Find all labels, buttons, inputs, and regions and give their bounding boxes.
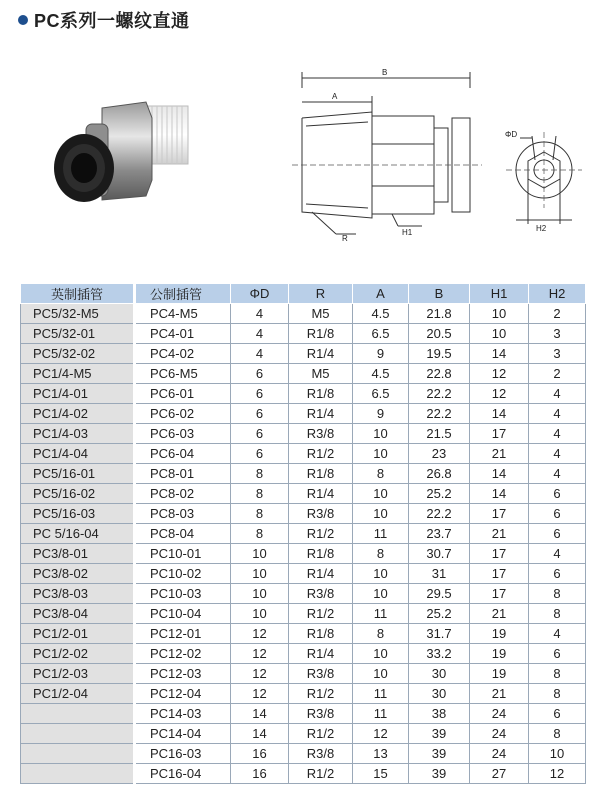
label-r: R bbox=[342, 234, 348, 243]
page-title: PC系列一螺纹直通 bbox=[34, 11, 190, 31]
table-row bbox=[21, 524, 586, 544]
cell-metric: PC16-04 bbox=[135, 764, 231, 784]
cell-imperial: PC5/32-M5 bbox=[21, 304, 135, 324]
cell-h1: 14 bbox=[470, 464, 529, 484]
cell-r: M5 bbox=[289, 304, 353, 324]
cell-a: 10 bbox=[353, 644, 409, 664]
cell-h2: 3 bbox=[529, 344, 586, 364]
cell-h2: 4 bbox=[529, 464, 586, 484]
cell-h1: 19 bbox=[470, 664, 529, 684]
cell-a: 10 bbox=[353, 584, 409, 604]
cell-imperial: PC5/32-02 bbox=[21, 344, 135, 364]
cell-imperial bbox=[21, 704, 135, 724]
cell-h1: 19 bbox=[470, 624, 529, 644]
cell-imperial: PC1/4-01 bbox=[21, 384, 135, 404]
cell-a: 8 bbox=[353, 544, 409, 564]
cell-metric: PC12-01 bbox=[135, 624, 231, 644]
cell-h2: 10 bbox=[529, 744, 586, 764]
cell-imperial: PC1/4-04 bbox=[21, 444, 135, 464]
col-header-metric: 公制插管 bbox=[135, 284, 231, 304]
label-d: ΦD bbox=[505, 130, 518, 139]
table-row bbox=[21, 324, 586, 344]
cell-d: 14 bbox=[231, 704, 289, 724]
cell-a: 10 bbox=[353, 504, 409, 524]
cell-metric: PC8-01 bbox=[135, 464, 231, 484]
table-row bbox=[21, 404, 586, 424]
cell-imperial: PC5/32-01 bbox=[21, 324, 135, 344]
cell-b: 39 bbox=[409, 764, 470, 784]
cell-d: 12 bbox=[231, 664, 289, 684]
cell-b: 21.5 bbox=[409, 424, 470, 444]
table-row bbox=[21, 684, 586, 704]
cell-d: 12 bbox=[231, 644, 289, 664]
cell-r: R1/8 bbox=[289, 544, 353, 564]
cell-h2: 8 bbox=[529, 604, 586, 624]
cell-h2: 6 bbox=[529, 484, 586, 504]
cell-metric: PC10-01 bbox=[135, 544, 231, 564]
cell-h1: 24 bbox=[470, 704, 529, 724]
cell-a: 10 bbox=[353, 444, 409, 464]
table-row bbox=[21, 504, 586, 524]
cell-b: 25.2 bbox=[409, 484, 470, 504]
cell-metric: PC14-03 bbox=[135, 704, 231, 724]
cell-b: 31 bbox=[409, 564, 470, 584]
cell-h2: 8 bbox=[529, 684, 586, 704]
cell-metric: PC10-02 bbox=[135, 564, 231, 584]
table-row bbox=[21, 744, 586, 764]
cell-h1: 17 bbox=[470, 564, 529, 584]
cell-d: 6 bbox=[231, 404, 289, 424]
cell-h2: 8 bbox=[529, 664, 586, 684]
cell-metric: PC6-01 bbox=[135, 384, 231, 404]
cell-b: 21.8 bbox=[409, 304, 470, 324]
cell-h2: 8 bbox=[529, 724, 586, 744]
cell-h1: 10 bbox=[470, 304, 529, 324]
cell-b: 23.7 bbox=[409, 524, 470, 544]
cell-b: 23 bbox=[409, 444, 470, 464]
cell-r: R1/8 bbox=[289, 624, 353, 644]
cell-h1: 24 bbox=[470, 744, 529, 764]
cell-b: 26.8 bbox=[409, 464, 470, 484]
cell-b: 22.8 bbox=[409, 364, 470, 384]
cell-d: 6 bbox=[231, 364, 289, 384]
cell-h2: 2 bbox=[529, 364, 586, 384]
label-a: A bbox=[332, 92, 338, 101]
cell-metric: PC4-M5 bbox=[135, 304, 231, 324]
cell-h2: 8 bbox=[529, 584, 586, 604]
cell-metric: PC4-01 bbox=[135, 324, 231, 344]
bullet-dot-icon bbox=[18, 15, 28, 25]
cell-h1: 17 bbox=[470, 504, 529, 524]
cell-a: 8 bbox=[353, 464, 409, 484]
cell-a: 10 bbox=[353, 664, 409, 684]
cell-r: R1/8 bbox=[289, 324, 353, 344]
cell-h2: 4 bbox=[529, 544, 586, 564]
dimension-drawing bbox=[292, 66, 590, 246]
cell-metric: PC8-04 bbox=[135, 524, 231, 544]
cell-h2: 3 bbox=[529, 324, 586, 344]
cell-r: R3/8 bbox=[289, 504, 353, 524]
cell-b: 33.2 bbox=[409, 644, 470, 664]
cell-imperial: PC1/2-01 bbox=[21, 624, 135, 644]
cell-b: 39 bbox=[409, 724, 470, 744]
cell-imperial: PC 5/16-04 bbox=[21, 524, 135, 544]
cell-r: R1/2 bbox=[289, 764, 353, 784]
cell-d: 10 bbox=[231, 544, 289, 564]
cell-h2: 6 bbox=[529, 704, 586, 724]
cell-b: 29.5 bbox=[409, 584, 470, 604]
cell-d: 16 bbox=[231, 744, 289, 764]
cell-h2: 4 bbox=[529, 384, 586, 404]
cell-metric: PC8-03 bbox=[135, 504, 231, 524]
cell-d: 12 bbox=[231, 684, 289, 704]
cell-h1: 17 bbox=[470, 584, 529, 604]
cell-h1: 21 bbox=[470, 684, 529, 704]
cell-b: 30 bbox=[409, 684, 470, 704]
cell-h1: 19 bbox=[470, 644, 529, 664]
cell-metric: PC14-04 bbox=[135, 724, 231, 744]
cell-b: 39 bbox=[409, 744, 470, 764]
table-row bbox=[21, 304, 586, 324]
cell-h2: 4 bbox=[529, 444, 586, 464]
cell-imperial: PC1/2-04 bbox=[21, 684, 135, 704]
table-row bbox=[21, 564, 586, 584]
cell-r: R3/8 bbox=[289, 584, 353, 604]
cell-d: 6 bbox=[231, 444, 289, 464]
cell-metric: PC10-04 bbox=[135, 604, 231, 624]
product-photo bbox=[40, 88, 200, 216]
cell-a: 11 bbox=[353, 604, 409, 624]
cell-imperial: PC5/16-03 bbox=[21, 504, 135, 524]
cell-b: 30.7 bbox=[409, 544, 470, 564]
cell-metric: PC6-03 bbox=[135, 424, 231, 444]
cell-h2: 6 bbox=[529, 504, 586, 524]
table-row bbox=[21, 764, 586, 784]
cell-a: 4.5 bbox=[353, 304, 409, 324]
spec-table bbox=[20, 283, 586, 784]
cell-imperial: PC5/16-01 bbox=[21, 464, 135, 484]
cell-h2: 2 bbox=[529, 304, 586, 324]
cell-r: M5 bbox=[289, 364, 353, 384]
cell-a: 10 bbox=[353, 484, 409, 504]
cell-d: 8 bbox=[231, 484, 289, 504]
cell-d: 4 bbox=[231, 304, 289, 324]
cell-imperial: PC1/4-03 bbox=[21, 424, 135, 444]
col-header-d: ΦD bbox=[231, 284, 289, 304]
cell-h1: 21 bbox=[470, 444, 529, 464]
cell-a: 9 bbox=[353, 404, 409, 424]
cell-metric: PC16-03 bbox=[135, 744, 231, 764]
col-header-h2: H2 bbox=[529, 284, 586, 304]
table-row bbox=[21, 444, 586, 464]
cell-metric: PC10-03 bbox=[135, 584, 231, 604]
cell-b: 22.2 bbox=[409, 404, 470, 424]
table-row bbox=[21, 664, 586, 684]
cell-b: 22.2 bbox=[409, 384, 470, 404]
cell-metric: PC6-02 bbox=[135, 404, 231, 424]
cell-d: 10 bbox=[231, 584, 289, 604]
cell-b: 20.5 bbox=[409, 324, 470, 344]
cell-imperial: PC1/2-03 bbox=[21, 664, 135, 684]
cell-h2: 4 bbox=[529, 404, 586, 424]
cell-h2: 12 bbox=[529, 764, 586, 784]
cell-metric: PC4-02 bbox=[135, 344, 231, 364]
cell-h1: 17 bbox=[470, 544, 529, 564]
cell-h1: 14 bbox=[470, 344, 529, 364]
cell-a: 4.5 bbox=[353, 364, 409, 384]
cell-a: 10 bbox=[353, 564, 409, 584]
cell-h1: 10 bbox=[470, 324, 529, 344]
cell-r: R3/8 bbox=[289, 664, 353, 684]
cell-d: 8 bbox=[231, 524, 289, 544]
cell-metric: PC8-02 bbox=[135, 484, 231, 504]
cell-b: 30 bbox=[409, 664, 470, 684]
cell-a: 15 bbox=[353, 764, 409, 784]
table-row bbox=[21, 644, 586, 664]
cell-d: 8 bbox=[231, 504, 289, 524]
cell-h1: 12 bbox=[470, 364, 529, 384]
cell-a: 12 bbox=[353, 724, 409, 744]
cell-r: R1/4 bbox=[289, 484, 353, 504]
cell-d: 6 bbox=[231, 424, 289, 444]
cell-r: R1/2 bbox=[289, 684, 353, 704]
col-header-r: R bbox=[289, 284, 353, 304]
cell-d: 14 bbox=[231, 724, 289, 744]
cell-imperial bbox=[21, 744, 135, 764]
cell-b: 31.7 bbox=[409, 624, 470, 644]
cell-a: 11 bbox=[353, 684, 409, 704]
cell-h1: 21 bbox=[470, 524, 529, 544]
cell-imperial: PC3/8-01 bbox=[21, 544, 135, 564]
cell-h1: 24 bbox=[470, 724, 529, 744]
cell-r: R3/8 bbox=[289, 744, 353, 764]
cell-imperial: PC1/4-02 bbox=[21, 404, 135, 424]
cell-r: R1/2 bbox=[289, 604, 353, 624]
cell-d: 6 bbox=[231, 384, 289, 404]
cell-b: 38 bbox=[409, 704, 470, 724]
cell-a: 10 bbox=[353, 424, 409, 444]
cell-d: 4 bbox=[231, 324, 289, 344]
cell-r: R1/4 bbox=[289, 564, 353, 584]
cell-metric: PC6-04 bbox=[135, 444, 231, 464]
cell-d: 8 bbox=[231, 464, 289, 484]
cell-d: 10 bbox=[231, 564, 289, 584]
cell-r: R1/2 bbox=[289, 724, 353, 744]
cell-b: 19.5 bbox=[409, 344, 470, 364]
cell-h2: 6 bbox=[529, 564, 586, 584]
cell-a: 13 bbox=[353, 744, 409, 764]
table-row bbox=[21, 704, 586, 724]
table-header-row bbox=[21, 284, 586, 304]
cell-metric: PC12-02 bbox=[135, 644, 231, 664]
cell-imperial: PC3/8-03 bbox=[21, 584, 135, 604]
cell-b: 25.2 bbox=[409, 604, 470, 624]
cell-h2: 4 bbox=[529, 624, 586, 644]
col-header-a: A bbox=[353, 284, 409, 304]
cell-d: 4 bbox=[231, 344, 289, 364]
table-row bbox=[21, 544, 586, 564]
cell-imperial: PC1/2-02 bbox=[21, 644, 135, 664]
table-row bbox=[21, 364, 586, 384]
cell-h2: 6 bbox=[529, 644, 586, 664]
cell-imperial: PC3/8-04 bbox=[21, 604, 135, 624]
cell-r: R1/8 bbox=[289, 384, 353, 404]
cell-r: R1/2 bbox=[289, 444, 353, 464]
cell-r: R1/2 bbox=[289, 524, 353, 544]
cell-a: 6.5 bbox=[353, 384, 409, 404]
table-row bbox=[21, 384, 586, 404]
cell-d: 10 bbox=[231, 604, 289, 624]
table-row bbox=[21, 584, 586, 604]
cell-h1: 14 bbox=[470, 484, 529, 504]
table-row bbox=[21, 424, 586, 444]
cell-imperial bbox=[21, 724, 135, 744]
label-h2: H2 bbox=[536, 224, 547, 233]
cell-metric: PC12-04 bbox=[135, 684, 231, 704]
col-header-imperial: 英制插管 bbox=[21, 284, 135, 304]
cell-r: R1/4 bbox=[289, 344, 353, 364]
table-row bbox=[21, 604, 586, 624]
cell-b: 22.2 bbox=[409, 504, 470, 524]
table-row bbox=[21, 624, 586, 644]
cell-h1: 27 bbox=[470, 764, 529, 784]
cell-a: 6.5 bbox=[353, 324, 409, 344]
cell-r: R3/8 bbox=[289, 424, 353, 444]
cell-a: 8 bbox=[353, 624, 409, 644]
table-row bbox=[21, 344, 586, 364]
cell-imperial bbox=[21, 764, 135, 784]
cell-imperial: PC5/16-02 bbox=[21, 484, 135, 504]
cell-a: 9 bbox=[353, 344, 409, 364]
cell-r: R1/8 bbox=[289, 464, 353, 484]
cell-d: 12 bbox=[231, 624, 289, 644]
col-header-h1: H1 bbox=[470, 284, 529, 304]
cell-h1: 12 bbox=[470, 384, 529, 404]
cell-a: 11 bbox=[353, 524, 409, 544]
cell-imperial: PC3/8-02 bbox=[21, 564, 135, 584]
cell-a: 11 bbox=[353, 704, 409, 724]
label-h1: H1 bbox=[402, 228, 413, 237]
cell-r: R1/4 bbox=[289, 644, 353, 664]
cell-h1: 17 bbox=[470, 424, 529, 444]
table-row bbox=[21, 464, 586, 484]
cell-h2: 6 bbox=[529, 524, 586, 544]
cell-d: 16 bbox=[231, 764, 289, 784]
label-b: B bbox=[382, 68, 388, 77]
cell-r: R1/4 bbox=[289, 404, 353, 424]
table-row bbox=[21, 724, 586, 744]
cell-h1: 21 bbox=[470, 604, 529, 624]
cell-h2: 4 bbox=[529, 424, 586, 444]
cell-metric: PC6-M5 bbox=[135, 364, 231, 384]
col-header-b: B bbox=[409, 284, 470, 304]
cell-r: R3/8 bbox=[289, 704, 353, 724]
section-title bbox=[18, 8, 190, 32]
table-row bbox=[21, 484, 586, 504]
cell-imperial: PC1/4-M5 bbox=[21, 364, 135, 384]
cell-h1: 14 bbox=[470, 404, 529, 424]
cell-metric: PC12-03 bbox=[135, 664, 231, 684]
